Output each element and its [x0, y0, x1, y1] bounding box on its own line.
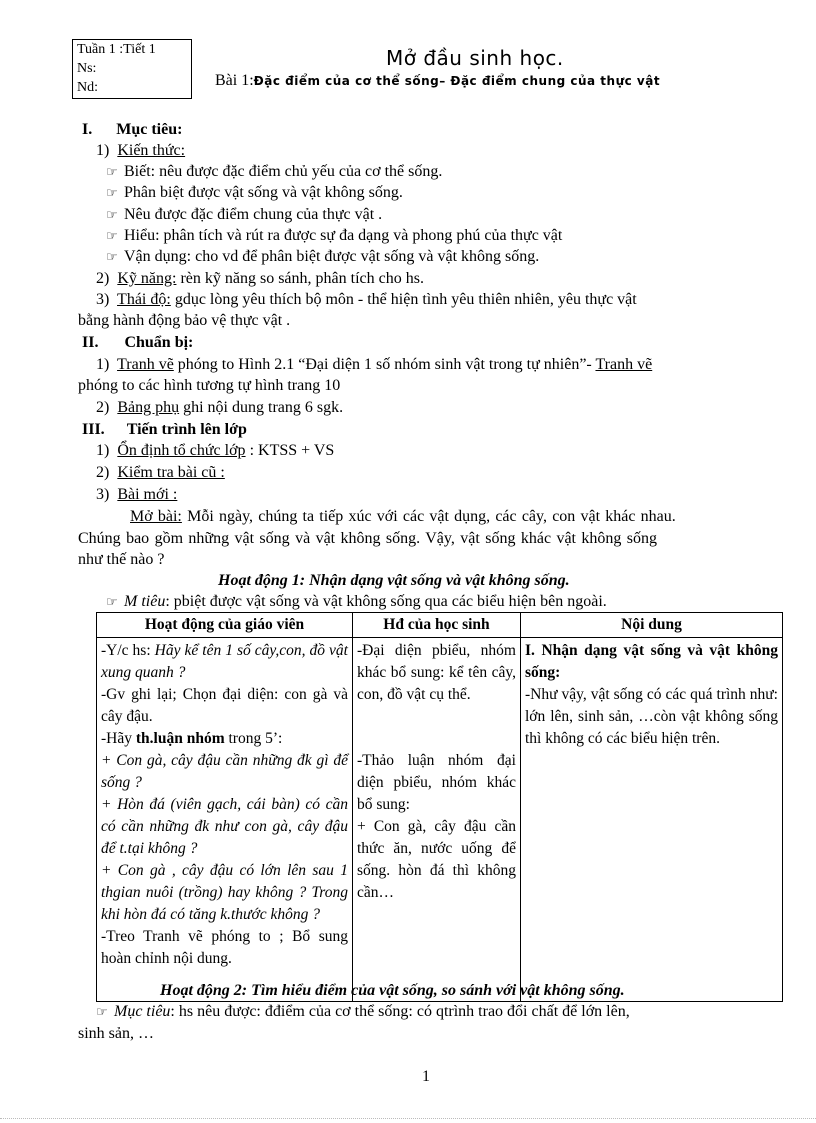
goal-label: M tiêu: [124, 593, 166, 610]
pointing-hand-icon: ☞: [106, 250, 118, 265]
page-number: 1: [422, 1068, 430, 1085]
section-number: III.: [82, 421, 105, 438]
item-number: 3): [96, 291, 110, 308]
item-title: Tranh vẽ: [117, 356, 174, 373]
goal-text: : hs nêu được: đđiểm của cơ thể sống: có qtrình trao đổi chất để lớn lên,: [170, 1003, 630, 1020]
section-3-heading: [82, 420, 247, 440]
date-prepared: Ns:: [77, 61, 97, 76]
item-title-2: Tranh vẽ: [595, 356, 653, 373]
header-teacher: Hoạt động của giáo viên: [97, 613, 353, 638]
goal-label: Mục tiêu: [114, 1003, 171, 1020]
item-title: Thái độ:: [117, 291, 171, 308]
item-title: Ổn định tổ chức lớp: [117, 442, 246, 459]
list-item: [106, 183, 403, 204]
item-text: Vận dụng: cho vd để phân biệt được vật sống và vật không sống.: [124, 248, 540, 265]
prep-item-1: [96, 355, 652, 375]
activity-2-goal: [96, 1002, 630, 1023]
knowledge-heading: [96, 141, 185, 161]
item-text: Nêu được đặc điểm chung của thực vật .: [124, 206, 383, 223]
header-content: Nội dung: [521, 613, 783, 638]
table-header-row: [97, 613, 783, 638]
week-period: Tuần 1 :Tiết 1: [77, 42, 156, 57]
item-title: Bảng phụ: [117, 399, 180, 416]
item-text: ghi nội dung trang 6 sgk.: [179, 399, 344, 416]
pointing-hand-icon: ☞: [106, 165, 118, 180]
pointing-hand-icon: ☞: [106, 186, 118, 201]
cell-paragraph: -Như vậy, vật sống có các quá trình như: lớn lên, sinh sản, …còn vật không sống thì không có các biểu hiện trên.: [525, 686, 778, 747]
proc-item-3: [96, 485, 177, 505]
item-title: Bài mới :: [117, 486, 178, 503]
item-number: 1): [96, 142, 110, 159]
activity-1-goal: [106, 592, 607, 613]
list-item: [106, 162, 442, 183]
activity-2-goal-cont: sinh sản, …: [78, 1025, 154, 1042]
section-number: I.: [82, 121, 93, 138]
cell-paragraph: + Con gà , cây đậu có lớn lên sau 1 thgian nuôi (trồng) hay không ? Trong khi hòn đá có tăng k.thước không ?: [101, 862, 348, 923]
activity-1-title: Hoạt động 1: Nhận dạng vật sống và vật không sống.: [218, 572, 570, 589]
prep-item-1-cont: phóng to các hình tương tự hình trang 10: [78, 377, 341, 394]
intro-text: Mỗi ngày, chúng ta tiếp xúc với các vật dụng, các cây, con vật khác nhau.: [181, 508, 676, 525]
proc-item-2: [96, 463, 225, 483]
item-text: Hiểu: phân tích và rút ra được sự đa dạng và phong phú của thực vật: [124, 227, 563, 244]
date-taught: Nd:: [77, 80, 98, 95]
prep-item-2: [96, 398, 343, 418]
intro-line-3: như thế nào ?: [78, 551, 165, 568]
cell-paragraph: + Hòn đá (viên gạch, cái bàn) có cần có cần những đk như con gà, cây đậu để t.tại không ?: [101, 796, 348, 857]
section-1-heading: [82, 120, 182, 140]
section-2-heading: [82, 333, 193, 353]
goal-text: : pbiệt được vật sống và vật không sống qua các biểu hiện bên ngoài.: [165, 593, 607, 610]
section-number: II.: [82, 334, 99, 351]
item-number: 3): [96, 486, 110, 503]
cell-paragraph: -Treo Tranh vẽ phóng to ; Bổ sung hoàn chỉnh nội dung.: [101, 928, 348, 967]
header-student: Hđ của học sinh: [353, 613, 521, 638]
cell-text: Hãy kể tên 1 số cây,con, đồ vật xung quanh ?: [101, 642, 348, 681]
cell-paragraph: -Đại diện pbiểu, nhóm khác bổ sung: kể tên cây, con, đồ vật cụ thể.: [357, 642, 516, 703]
intro-label: Mở bài:: [130, 508, 182, 525]
student-cell: [353, 638, 521, 1002]
cell-paragraph: [101, 640, 348, 684]
attitude-line-cont: bằng hành động bảo vệ thực vật .: [78, 312, 291, 329]
list-item: [106, 205, 382, 226]
pointing-hand-icon: ☞: [106, 595, 118, 610]
table-row: [97, 638, 783, 1002]
item-text: gdục lòng yêu thích bộ môn - thể hiện tình yêu thiên nhiên, yêu thực vật: [170, 291, 637, 308]
cell-text: trong 5’:: [224, 730, 283, 747]
page-title: Mở đầu sinh học.: [386, 46, 564, 70]
lesson-name: Đặc điểm của cơ thể sống– Đặc điểm chung của thực vật: [253, 74, 661, 88]
teacher-cell: [97, 638, 353, 1002]
content-cell: [521, 638, 783, 1002]
cell-paragraph: I. Nhận dạng vật sống và vật không sống:: [525, 642, 778, 681]
pointing-hand-icon: ☞: [96, 1005, 108, 1020]
section-title: Mục tiêu:: [116, 121, 183, 138]
section-title: Chuẩn bị:: [124, 334, 194, 351]
list-item: [106, 226, 562, 247]
cell-paragraph: [101, 728, 348, 750]
skills-line: [96, 269, 424, 289]
proc-item-1: [96, 441, 334, 461]
cell-paragraph: + Con gà, cây đậu cần thức ăn, nước uống để sống. hòn đá thì không cần…: [357, 818, 516, 901]
item-text: Phân biệt được vật sống và vật không sống.: [124, 184, 403, 201]
item-title: Kiến thức:: [117, 142, 186, 159]
pointing-hand-icon: ☞: [106, 208, 118, 223]
item-text: rèn kỹ năng so sánh, phân tích cho hs.: [176, 270, 424, 287]
section-title: Tiến trình lên lớp: [126, 421, 247, 438]
cell-text: th.luận nhóm: [135, 730, 225, 747]
cell-paragraph: -Gv ghi lại; Chọn đại diện: con gà và cây đậu.: [101, 686, 348, 725]
item-title: Kiểm tra bài cũ :: [117, 464, 225, 481]
lesson-prefix: Bài 1:: [215, 72, 254, 89]
lesson-info-box: [72, 39, 192, 99]
item-title: Kỹ năng:: [117, 270, 177, 287]
intro-line-2: Chúng bao gồm những vật sống và vật không sống. Vậy, vật sống khác vật không sống: [78, 530, 658, 547]
intro-line-1: [130, 507, 676, 527]
attitude-line: [96, 290, 637, 310]
cell-paragraph: + Con gà, cây đậu cần những đk gì để sống ?: [101, 752, 348, 791]
item-number: 2): [96, 464, 110, 481]
item-text: Biết: nêu được đặc điểm chủ yếu của cơ thể sống.: [124, 163, 443, 180]
item-number: 2): [96, 399, 110, 416]
item-text: : KTSS + VS: [245, 442, 335, 459]
activity-table: [96, 612, 783, 1002]
cell-paragraph: -Thảo luận nhóm đại diện pbiểu, nhóm khác bổ sung:: [357, 752, 516, 813]
cell-text: -Hãy: [101, 730, 136, 747]
item-number: 2): [96, 270, 110, 287]
item-text: phóng to Hình 2.1 “Đại diện 1 số nhóm sinh vật trong tự nhiên”-: [173, 356, 596, 373]
item-number: 1): [96, 356, 110, 373]
activity-2-title: Hoạt động 2: Tìm hiểu điểm của vật sống, so sánh với vật không sống.: [160, 982, 625, 999]
lesson-title: [215, 72, 660, 90]
list-item: [106, 247, 539, 268]
cell-text: -Y/c hs:: [101, 642, 155, 659]
page-divider: [0, 1118, 816, 1119]
pointing-hand-icon: ☞: [106, 229, 118, 244]
item-number: 1): [96, 442, 110, 459]
